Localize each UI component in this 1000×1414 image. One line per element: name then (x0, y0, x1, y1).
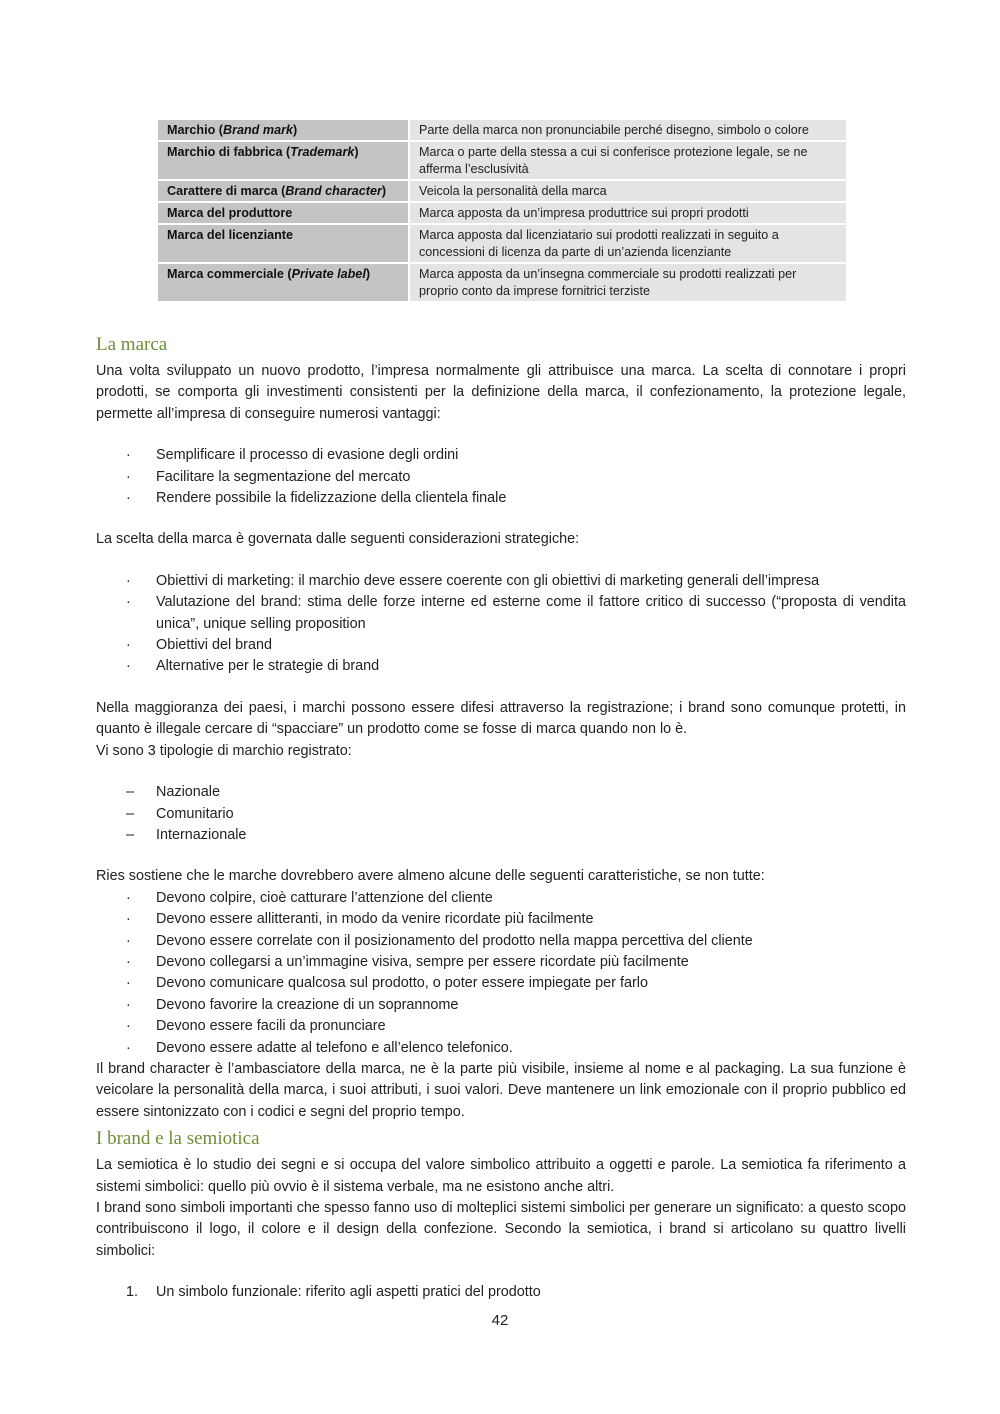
term-cell (158, 224, 409, 263)
list-marker: · (126, 996, 131, 1013)
list-item (96, 952, 906, 973)
term-end: ) (292, 123, 298, 137)
term-end: ) (354, 145, 359, 159)
page-number: 42 (491, 1312, 509, 1329)
list-item-text: Devono comunicare qualcosa sul prodotto, o poter essere impiegate per farlo (156, 975, 648, 992)
table-row (158, 224, 846, 263)
list-marker: · (126, 911, 131, 928)
term-text: Marchio ( (167, 123, 223, 137)
list-item-text: Devono essere correlate con il posizionamento del prodotto nella mappa percettiva del cliente (156, 932, 753, 949)
paragraph: Una volta sviluppato un nuovo prodotto, l’impresa normalmente gli attribuisce una marca. La scelta di connotare i propri prodotti, se comporta gli investimenti consistenti per la definizione della marca, il confezionamento, la protezione legale, permette all’impresa di conseguire numerosi vantaggi: (96, 363, 906, 422)
section-heading-la-marca: La marca (96, 334, 168, 355)
list-item (96, 445, 906, 466)
paragraph: La semiotica è lo studio dei segni e si occupa del valore simbolico attribuito a oggetti e parole. La semiotica fa riferimento a sistemi simbolici: quello più ovvio è il sistema verbale, ma ne esistono anche altri. (96, 1157, 906, 1195)
list-item (96, 995, 906, 1016)
list-marker: 1. (126, 1284, 139, 1301)
term-italic: Brand character (285, 184, 382, 198)
term-cell (158, 202, 409, 224)
section-heading-semiotica: I brand e la semiotica (96, 1128, 260, 1150)
list-item (96, 635, 906, 656)
list-marker: – (126, 805, 135, 822)
table-row (158, 141, 846, 180)
list-item-text: Facilitare la segmentazione del mercato (156, 468, 411, 485)
list-marker: · (126, 637, 131, 654)
table-row (158, 202, 846, 224)
list-item (96, 467, 906, 488)
term-italic: Trademark (290, 145, 355, 159)
list-marker: – (126, 826, 135, 843)
description-cell: Marca apposta da un’insegna commerciale su prodotti realizzati per proprio conto da imprese fornitrici terziste (409, 263, 846, 302)
list-item (96, 931, 906, 952)
list-item (96, 1038, 906, 1059)
list-item (96, 973, 906, 994)
table-row (158, 120, 846, 141)
term-italic: Private label (291, 267, 366, 281)
list-item (96, 804, 906, 825)
description-cell: Marca apposta dal licenziatario sui prodotti realizzati in seguito a concessioni di licenza da parte di un’azienda licenziante (409, 224, 846, 263)
list-item-text: Devono essere facili da pronunciare (156, 1018, 386, 1035)
list-marker: · (126, 468, 131, 485)
paragraph: I brand sono simboli importanti che spesso fanno uso di molteplici sistemi simbolici per generare un significato: a questo scopo contribuiscono il logo, il colore e il design della confezione. Secondo la semiotica, i brand si articolano su quattro livelli simbolici: (96, 1200, 906, 1259)
list-marker: · (126, 490, 131, 507)
table-row (158, 180, 846, 202)
paragraph: Ries sostiene che le marche dovrebbero avere almeno alcune delle seguenti caratteristiche, se non tutte: (96, 868, 765, 885)
term-cell (158, 180, 409, 202)
term-cell (158, 141, 409, 180)
definitions-table (158, 120, 846, 303)
list-marker: · (126, 572, 131, 589)
list-item-text: Un simbolo funzionale: riferito agli aspetti pratici del prodotto (156, 1284, 541, 1301)
list-marker: · (126, 975, 131, 992)
term-text: Marca del licenziante (167, 228, 293, 242)
paragraph: Vi sono 3 tipologie di marchio registrato: (96, 742, 352, 759)
list-item (96, 488, 906, 509)
paragraph: Nella maggioranza dei paesi, i marchi possono essere difesi attraverso la registrazione; i brand sono comunque protetti, in quanto è illegale cercare di “spacciare” un prodotto come se fosse di marca quando non lo è. (96, 699, 906, 738)
list-item (96, 1016, 906, 1037)
description-cell: Marca o parte della stessa a cui si conferisce protezione legale, se ne afferma l’esclusività (409, 141, 846, 180)
list-item (96, 909, 906, 930)
term-end: ) (365, 267, 371, 281)
term-text: Marca commerciale ( (167, 267, 292, 281)
term-cell (158, 263, 409, 302)
term-italic: Brand mark (222, 123, 293, 137)
bullet-list-caratteristiche (96, 888, 906, 1059)
list-item-text: Alternative per le strategie di brand (156, 658, 380, 675)
list-marker: · (126, 447, 131, 464)
list-marker: · (126, 658, 131, 675)
paragraph: Il brand character è l’ambasciatore della marca, ne è la parte più visibile, insieme al nome e al packaging. La sua funzione è veicolare la personalità della marca, i suoi attributi, i suoi valori. Deve mantenere un link emozionale con il proprio pubblico ed essere sintonizzato con i codici e segni del proprio tempo. (96, 1060, 906, 1120)
bullet-list-considerazioni (96, 571, 906, 678)
numbered-list-livelli (96, 1282, 906, 1303)
list-item (96, 782, 906, 803)
dash-list-tipologie (96, 782, 906, 846)
description-cell: Parte della marca non pronunciabile perché disegno, simbolo o colore (409, 120, 846, 141)
list-item (96, 656, 906, 677)
description-cell: Marca apposta da un’impresa produttrice sui propri prodotti (409, 202, 846, 224)
term-text: Marchio di fabbrica ( (167, 145, 291, 159)
list-item-text: Comunitario (156, 805, 234, 822)
list-item (96, 825, 906, 846)
list-item-text: Obiettivi del brand (156, 637, 272, 654)
list-marker: · (126, 1039, 131, 1056)
description-cell: Veicola la personalità della marca (409, 180, 846, 202)
list-item (96, 1282, 906, 1303)
list-item-text: Devono colpire, cioè catturare l’attenzione del cliente (156, 889, 493, 906)
list-item-text: Obiettivi di marketing: il marchio deve essere coerente con gli obiettivi di marketing generali dell’impresa (156, 572, 820, 589)
list-item-text: Devono collegarsi a un’immagine visiva, sempre per essere ricordate più facilmente (156, 953, 689, 970)
list-item (96, 571, 906, 592)
list-item-text: Internazionale (156, 826, 247, 843)
document-page (96, 120, 906, 1304)
term-end: ) (381, 184, 387, 198)
list-marker: · (126, 889, 131, 906)
list-marker: · (126, 932, 131, 949)
term-text: Marca del produttore (167, 206, 293, 220)
list-marker: · (126, 1018, 131, 1035)
list-marker: · (126, 594, 131, 611)
list-marker: · (126, 953, 131, 970)
list-item (96, 888, 906, 909)
list-item-text: Devono essere allitteranti, in modo da venire ricordate più facilmente (156, 911, 594, 928)
term-cell (158, 120, 409, 141)
list-item-text: Semplificare il processo di evasione degli ordini (156, 447, 459, 464)
list-item (96, 592, 906, 635)
paragraph: La scelta della marca è governata dalle seguenti considerazioni strategiche: (96, 531, 580, 548)
term-text: Carattere di marca ( (167, 184, 286, 198)
list-marker: – (126, 784, 135, 801)
list-item-text: Valutazione del brand: stima delle forze interne ed esterne come il fattore critico di successo (“proposta di vendita unica”, unique selling proposition (156, 594, 906, 632)
list-item-text: Devono essere adatte al telefono e all’elenco telefonico. (156, 1039, 513, 1056)
list-item-text: Rendere possibile la fidelizzazione della clientela finale (156, 490, 507, 507)
table-row (158, 263, 846, 302)
list-item-text: Nazionale (156, 784, 220, 801)
list-item-text: Devono favorire la creazione di un soprannome (156, 996, 459, 1013)
bullet-list-vantaggi (96, 445, 906, 509)
